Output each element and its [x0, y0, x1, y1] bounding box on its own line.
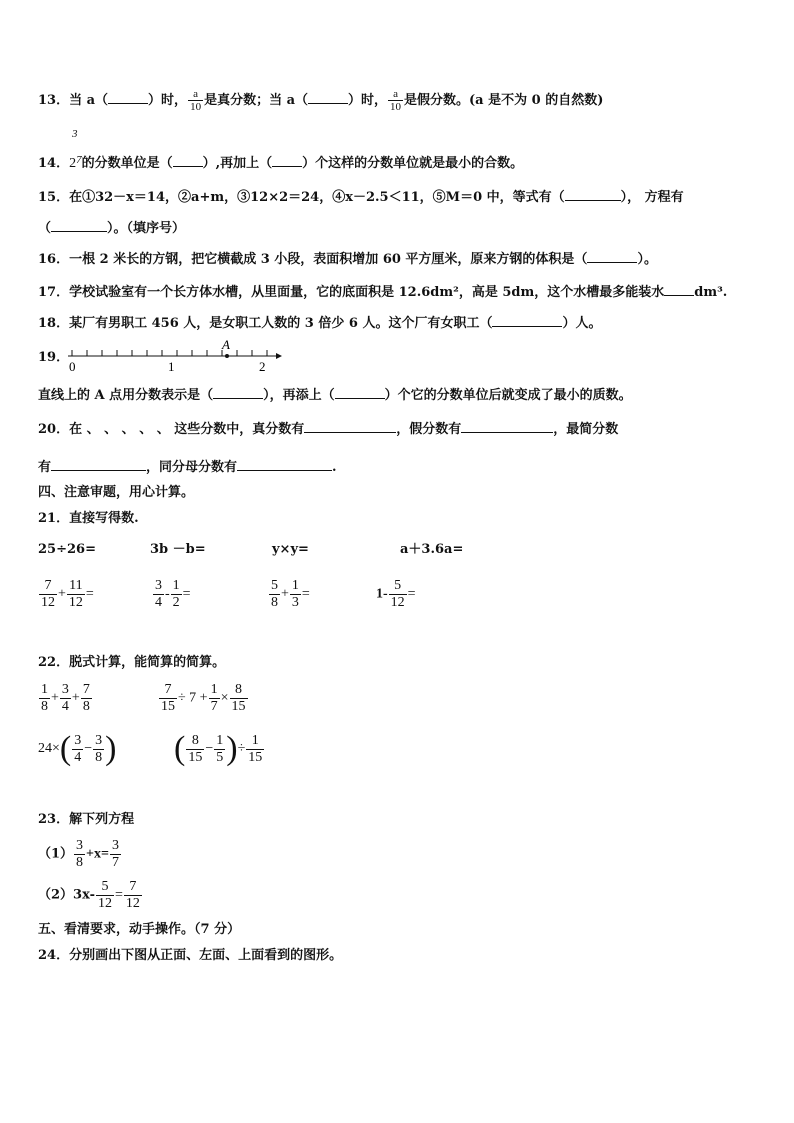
question-18: 18．某厂有男职工 456 人，是女职工人数的 3 倍少 6 人。这个厂有女职工（ ）人。 [38, 316, 602, 331]
blank[interactable] [308, 91, 348, 104]
blank[interactable] [304, 420, 396, 433]
q22-expr-1: $\frac{1}{8}$ + $\frac{3}{4}$ + $\frac{7}{8}$ [41, 682, 90, 714]
q23-eq-2: （2）3x- $\frac{5}{12}$ = $\frac{7}{12}$ [38, 879, 140, 911]
question-17: 17．学校试验室有一个长方体水槽，从里面量，它的底面积是 12.6dm²，高是 5dm，这个水槽最多能装水 dm³. [38, 285, 728, 300]
blank[interactable] [213, 386, 263, 399]
question-13: 13．当 a（ ）时， $\frac{a}{10}$ 是真分数；当 a（ ）时， $\frac{a}{10}$ 是假分数。(a 是不为 0 的自然数) [38, 88, 604, 113]
question-20: 20．在 、 、 、 、 、 这些分数中，真分数有 ，假分数有 ，最简分数 [38, 422, 619, 437]
q22-expr-3: 24×( $\frac{3}{4}$ − $\frac{3}{8}$ ) [38, 730, 117, 767]
section-4-title: 四、注意审题，用心计算。 [38, 485, 195, 500]
point-a [225, 354, 229, 358]
q22-expr-2: $\frac{7}{15}$ ÷ 7 + $\frac{1}{7}$ × $\frac{8}{15}$ [161, 682, 246, 714]
q23-eq-1: （1） $\frac{3}{8}$ +x= $\frac{3}{7}$ [38, 838, 120, 870]
q22-expr-4: ( $\frac{8}{15}$ − $\frac{1}{5}$ )÷ $\frac{1}{15}$ [174, 730, 263, 767]
q21-item-2: 3b －b= [150, 542, 206, 557]
blank[interactable] [237, 458, 332, 471]
q21-item-1: 25÷26= [38, 542, 96, 557]
tick-2: 2 [259, 359, 266, 374]
q21-item-5: $\frac{7}{12}$ + $\frac{11}{12}$ = [41, 578, 94, 610]
question-24: 24．分别画出下图从正面、左面、上面看到的图形。 [38, 948, 343, 963]
label-a: A [222, 338, 230, 352]
q21-item-8: 1- $\frac{5}{12}$ = [376, 578, 416, 610]
q21-item-7: $\frac{5}{8}$ + $\frac{1}{3}$ = [271, 578, 310, 610]
blank[interactable] [108, 91, 148, 104]
tick-1: 1 [168, 359, 175, 374]
blank[interactable] [335, 386, 385, 399]
question-16: 16．一根 2 米长的方钢，把它横截成 3 小段，表面积增加 60 平方厘米，原来方钢的体积是（ ）。 [38, 252, 657, 267]
question-14-fraction-numerator: 3 [72, 128, 78, 140]
fraction: $\frac{a}{10}$ [390, 88, 402, 113]
blank[interactable] [565, 188, 621, 201]
question-20-line2: 有 ，同分母分数有 . [38, 460, 337, 475]
q21-item-6: $\frac{3}{4}$ - $\frac{1}{2}$ = [155, 578, 191, 610]
question-15-line2: （ ）。（填序号） [38, 221, 186, 236]
question-14: 14．$2^7$的分数单位是（ ）,再加上（ ）个这样的分数单位就是最小的合数。 [38, 154, 524, 171]
blank[interactable] [51, 219, 107, 232]
section-5-title: 五、看清要求，动手操作。（7 分） [38, 922, 241, 937]
blank[interactable] [492, 314, 562, 327]
number-line [64, 338, 284, 374]
tick-0: 0 [69, 359, 76, 374]
blank[interactable] [173, 154, 203, 167]
blank[interactable] [461, 420, 553, 433]
question-19-number: 19． [38, 350, 70, 365]
question-15: 15．在①32－x＝14，②a+m，③12×2＝24，④x－2.5＜11，⑤M＝0 中，等式有（ ）， 方程有 [38, 190, 684, 205]
question-21: 21．直接写得数. [38, 511, 139, 526]
fraction: $\frac{a}{10}$ [190, 88, 202, 113]
blank[interactable] [664, 283, 694, 296]
q21-item-4: a＋3.6a= [400, 542, 464, 557]
blank[interactable] [272, 154, 302, 167]
question-19: 直线上的 A 点用分数表示是（ ），再添上（ ）个它的分数单位后就变成了最小的质数。 [38, 388, 632, 403]
blank[interactable] [51, 458, 146, 471]
question-23: 23．解下列方程 [38, 812, 135, 827]
question-22: 22．脱式计算，能简算的简算。 [38, 655, 226, 670]
blank[interactable] [587, 250, 637, 263]
q21-item-3: y×y= [272, 542, 309, 557]
